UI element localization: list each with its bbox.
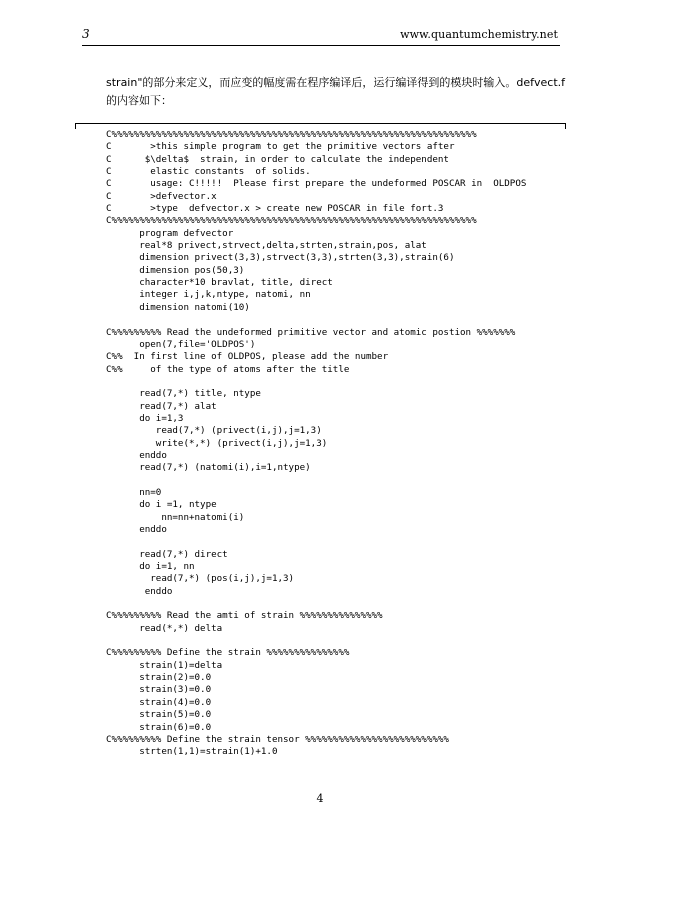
page-header-number: 3: [82, 27, 90, 41]
code-line: character*10 bravlat, title, direct: [106, 277, 333, 289]
code-line: C usage: C!!!!! Please first prepare the undeformed POSCAR in OLDPOS: [106, 178, 527, 190]
code-line: enddo: [106, 524, 167, 535]
code-listing: [106, 129, 566, 759]
header-rule: [82, 45, 560, 46]
code-line: [106, 376, 566, 388]
code-line: C%%%%%%%%% Read the amti of strain %%%%%%%%%%%%%%%: [106, 610, 383, 622]
code-line: do i =1, ntype: [106, 499, 217, 511]
code-line: C elastic constants of solids.: [106, 166, 311, 178]
code-line: strain(2)=0.0: [106, 672, 212, 684]
code-line: read(*,*) delta: [106, 622, 223, 634]
code-line: strain(1)=delta: [106, 659, 223, 671]
code-line: do i=1, nn: [106, 561, 195, 573]
code-line: dimension pos(50,3): [106, 264, 245, 276]
code-line: C%%%%%%%%%%%%%%%%%%%%%%%%%%%%%%%%%%%%%%%%%%%%%%%%%%%%%%%%%%%%%%%%%%: [106, 215, 477, 227]
code-line: nn=0: [106, 486, 162, 498]
code-line: write(*,*) (privect(i,j),j=1,3): [106, 437, 328, 449]
code-line: read(7,*) (natomi(i),i=1,ntype): [106, 462, 311, 474]
code-line: enddo: [106, 449, 167, 461]
page-footer-number: 4: [316, 792, 324, 805]
code-line: dimension privect(3,3),strvect(3,3),strten(3,3),strain(6): [106, 252, 455, 264]
code-line: read(7,*) title, ntype: [106, 388, 261, 400]
code-line: real*8 privect,strvect,delta,strten,strain,pos, alat: [106, 240, 427, 252]
code-frame-top-rule: [75, 123, 565, 124]
code-line: strain(5)=0.0: [106, 709, 212, 721]
code-line: C $\delta$ strain, in order to calculate the independent: [106, 153, 449, 165]
code-line: strten(1,1)=strain(1)+1.0: [106, 746, 278, 758]
code-line: [106, 536, 566, 548]
code-line: program defvector: [106, 227, 234, 239]
code-line: [106, 475, 566, 487]
code-line: strain(4)=0.0: [106, 696, 212, 708]
code-line: C%% In first line of OLDPOS, please add the number: [106, 351, 389, 363]
code-line: C >this simple program to get the primitive vectors after: [106, 141, 455, 153]
code-line: read(7,*) (privect(i,j),j=1,3): [106, 425, 322, 437]
code-line: read(7,*) (pos(i,j),j=1,3): [106, 573, 295, 585]
page-header-url: www.quantumchemistry.net: [400, 28, 558, 41]
code-line: do i=1,3: [106, 412, 184, 424]
code-line: integer i,j,k,ntype, natomi, nn: [106, 289, 311, 301]
code-line: strain(3)=0.0: [106, 684, 212, 696]
code-line: nn=nn+natomi(i): [106, 511, 245, 523]
code-line: C%%%%%%%%% Read the undeformed primitive vector and atomic postion %%%%%%%: [106, 326, 516, 338]
code-line: C >defvector.x: [106, 190, 217, 202]
code-line: [106, 635, 566, 647]
code-line: C%%%%%%%%% Define the strain %%%%%%%%%%%%%%%: [106, 647, 350, 659]
code-line: read(7,*) direct: [106, 548, 228, 560]
code-line: [106, 598, 566, 610]
code-line: C%%%%%%%%%%%%%%%%%%%%%%%%%%%%%%%%%%%%%%%%%%%%%%%%%%%%%%%%%%%%%%%%%%: [106, 129, 477, 140]
code-line: read(7,*) alat: [106, 400, 217, 412]
code-frame-left-tick: [75, 123, 76, 129]
code-line: open(7,file='OLDPOS'): [106, 338, 256, 350]
code-line: dimension natomi(10): [106, 301, 250, 313]
code-line: enddo: [106, 585, 173, 597]
code-line: C >type defvector.x > create new POSCAR in file fort.3: [106, 203, 444, 215]
code-line: strain(6)=0.0: [106, 721, 212, 733]
code-line: [106, 314, 566, 326]
code-line: C%% of the type of atoms after the title: [106, 363, 350, 375]
code-line: C%%%%%%%%% Define the strain tensor %%%%%%%%%%%%%%%%%%%%%%%%%%: [106, 733, 449, 745]
intro-paragraph: strain"的部分来定义，而应变的幅度需在程序编译后，运行编译得到的模块时输入。defvect.f的内容如下：: [106, 76, 566, 107]
